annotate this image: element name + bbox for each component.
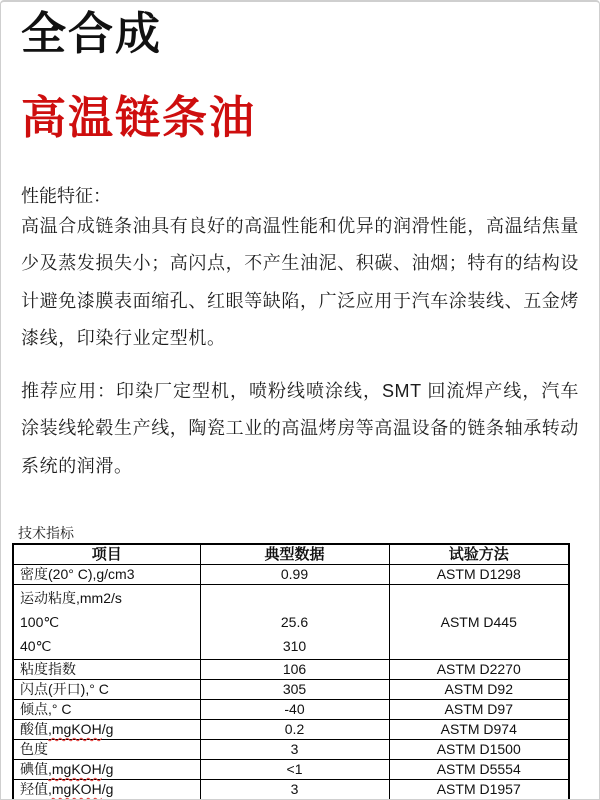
spec-item-cell: 粘度指数 (13, 660, 200, 680)
spec-table-row (13, 680, 569, 700)
product-category-title: 全合成 (21, 8, 163, 59)
spec-method-cell: ASTM D1957 (389, 780, 569, 800)
header-item: 项目 (13, 544, 200, 565)
spec-value-cell: 305 (200, 680, 389, 700)
spec-value-cell: 0.99 (200, 565, 389, 585)
spec-table-body (13, 565, 569, 800)
spec-table (12, 543, 570, 800)
spec-table-row (13, 660, 569, 680)
spec-table-row (13, 760, 569, 780)
header-test-method: 试验方法 (389, 544, 569, 565)
spec-value-cell: 106 (200, 660, 389, 680)
spec-value-cell: 0.2 (200, 720, 389, 740)
spec-table-header-row (13, 544, 569, 565)
spec-value-cell: 25.6 310 (200, 585, 389, 660)
spec-value-cell: 3 (200, 780, 389, 800)
spec-table-row (13, 780, 569, 800)
spec-method-cell: ASTM D974 (389, 720, 569, 740)
spec-value-cell: <1 (200, 760, 389, 780)
spellcheck-underline: ,mgKOH (48, 781, 102, 797)
spec-item-cell: 倾点,° C (13, 700, 200, 720)
spec-method-cell: ASTM D92 (389, 680, 569, 700)
spec-table-row (13, 565, 569, 585)
document-page (1, 10, 599, 800)
features-heading: 性能特征： (21, 185, 111, 206)
spec-value-cell: 3 (200, 740, 389, 760)
spec-table-row (13, 740, 569, 760)
spellcheck-underline: ,mgKOH (48, 721, 102, 737)
spec-method-cell: ASTM D445 (389, 585, 569, 660)
spec-item-cell: 酸值,mgKOH/g (13, 720, 200, 740)
spec-table-row (13, 720, 569, 740)
product-name-title: 高温链条油 (21, 92, 257, 144)
spec-method-cell: ASTM D5554 (389, 760, 569, 780)
header-typical-data: 典型数据 (200, 544, 389, 565)
spellcheck-underline: ,mgKOH (48, 761, 102, 777)
spec-method-cell: ASTM D1500 (389, 740, 569, 760)
spec-method-cell: ASTM D97 (389, 700, 569, 720)
spec-item-cell: 闪点(开口),° C (13, 680, 200, 700)
spec-table-row (13, 585, 569, 660)
spec-value-cell: -40 (200, 700, 389, 720)
spec-item-cell: 运动粘度,mm2/s 100℃ 40℃ (13, 585, 200, 660)
features-paragraph: 高温合成链条油具有良好的高温性能和优异的润滑性能，高温结焦量少及蒸发损失小；高闪点，不产生油泥、积碳、油烟；特有的结构设计避免漆膜表面缩孔、红眼等缺陷，广泛应用于汽车涂装线、五金烤漆线，印染行业定型机。 (21, 215, 579, 348)
spec-table-row (13, 700, 569, 720)
spec-item-cell: 色度 (13, 740, 200, 760)
spec-method-cell: ASTM D2270 (389, 660, 569, 680)
spec-item-cell: 碘值,mgKOH/g (13, 760, 200, 780)
spec-item-cell: 密度(20° C),g/cm3 (13, 565, 200, 585)
spec-method-cell: ASTM D1298 (389, 565, 569, 585)
applications-paragraph: 推荐应用：印染厂定型机，喷粉线喷涂线，SMT 回流焊产线，汽车涂装线轮毂生产线，陶瓷工业的高温烤房等高温设备的链条轴承转动系统的润滑。 (21, 380, 579, 476)
spec-item-cell: 羟值,mgKOH/g (13, 780, 200, 800)
specs-heading: 技术指标 (18, 525, 74, 541)
